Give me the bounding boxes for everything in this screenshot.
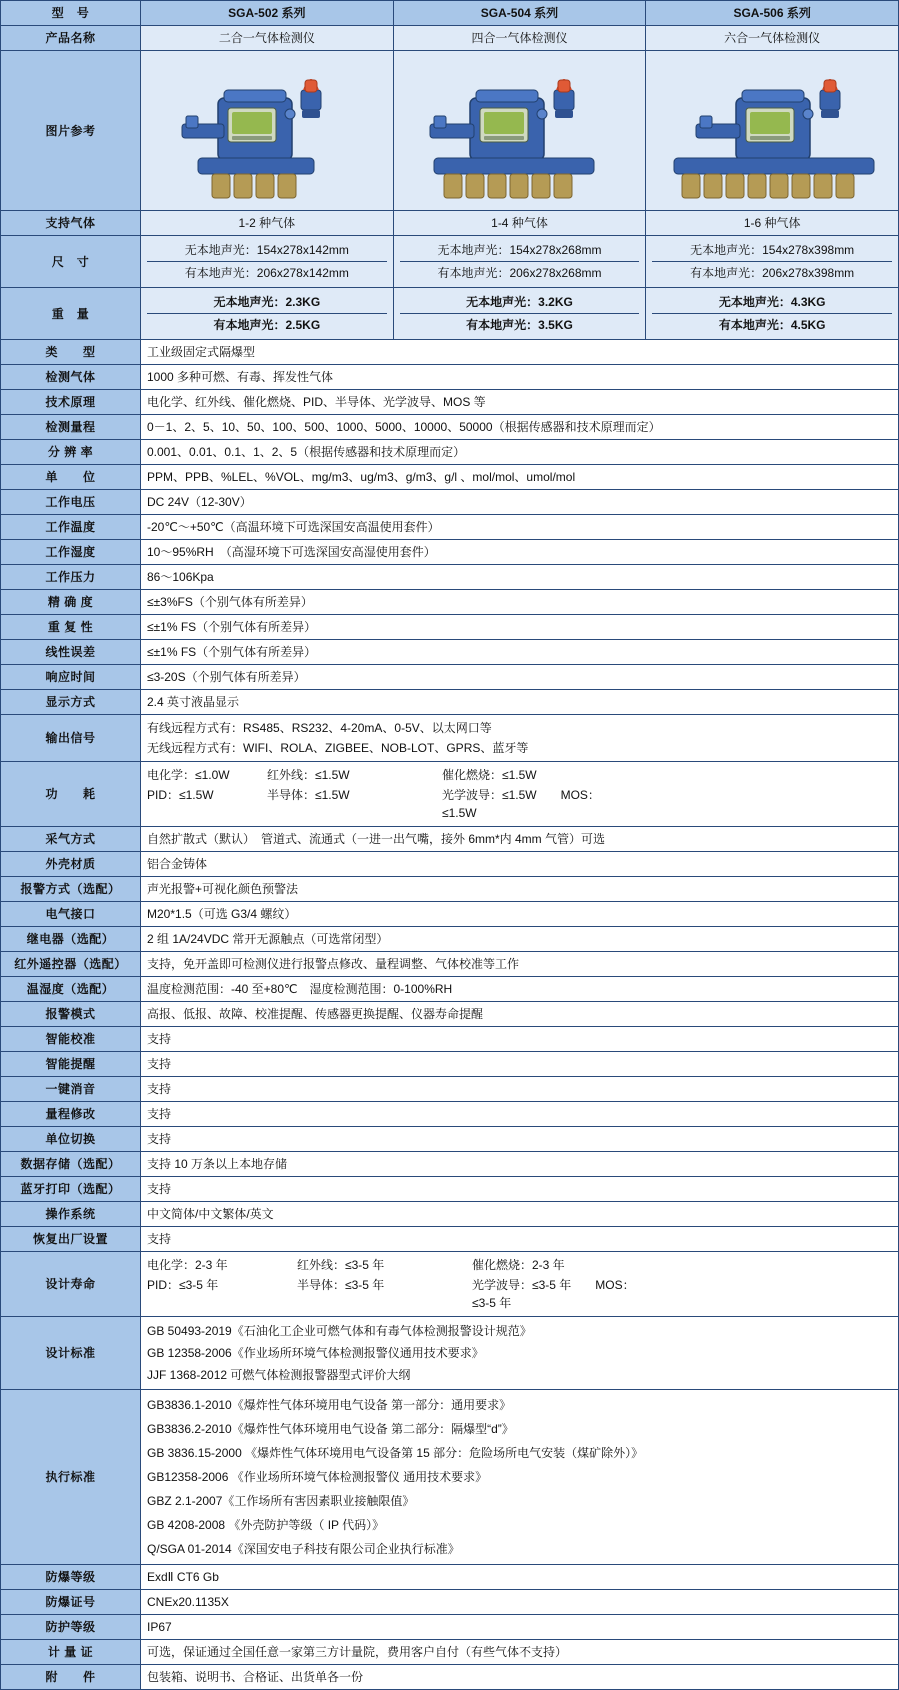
table-row-metrology-cert bbox=[1, 1640, 899, 1665]
table-row-data-storage bbox=[1, 1152, 899, 1177]
size-1 bbox=[141, 236, 394, 288]
table-row-support-gas bbox=[1, 211, 899, 236]
row-label-work-humidity: 工作湿度 bbox=[1, 540, 141, 565]
power-pid: PID：≤1.5W bbox=[147, 788, 214, 802]
table-row-resolution bbox=[1, 440, 899, 465]
table-row-repeatability bbox=[1, 615, 899, 640]
row-label-product-name: 产品名称 bbox=[1, 26, 141, 51]
row-label-type: 类 型 bbox=[1, 340, 141, 365]
row-value-output-signal bbox=[141, 715, 899, 762]
row-value-work-temp: -20℃～+50℃（高温环境下可选深国安高温使用套件） bbox=[141, 515, 899, 540]
row-label-exec-standard: 执行标准 bbox=[1, 1390, 141, 1565]
exec-standard-item: GB12358-2006 《作业场所环境气体检测报警仪 通用技术要求》 bbox=[147, 1470, 488, 1484]
table-row-linearity bbox=[1, 640, 899, 665]
row-value-response-time: ≤3-20S（个别气体有所差异） bbox=[141, 665, 899, 690]
row-value-range: 0－1、2、5、10、50、100、500、1000、5000、10000、50000（根据传感器和技术原理而定） bbox=[141, 415, 899, 440]
row-value-work-pressure: 86～106Kpa bbox=[141, 565, 899, 590]
weight-3-line-2: 有本地声光：4.5KG bbox=[652, 313, 892, 336]
row-value-factory-reset: 支持 bbox=[141, 1227, 899, 1252]
table-row-unit-switch bbox=[1, 1127, 899, 1152]
row-label-accuracy: 精 确 度 bbox=[1, 590, 141, 615]
row-label-response-time: 响应时间 bbox=[1, 665, 141, 690]
row-value-ir-remote: 支持，免开盖即可检测仪进行报警点修改、量程调整、气体校准等工作 bbox=[141, 952, 899, 977]
row-label-tech-principle: 技术原理 bbox=[1, 390, 141, 415]
row-value-detect-gas: 1000 多种可燃、有毒、挥发性气体 bbox=[141, 365, 899, 390]
output-signal-wireless: 无线远程方式有：WIFI、ROLA、ZIGBEE、NOB-LOT、GPRS、蓝牙等 bbox=[147, 741, 529, 755]
table-row-housing bbox=[1, 852, 899, 877]
row-value-work-humidity: 10～95%RH （高湿环境下可选深国安高湿使用套件） bbox=[141, 540, 899, 565]
row-label-detect-gas: 检测气体 bbox=[1, 365, 141, 390]
table-row-work-humidity bbox=[1, 540, 899, 565]
table-row-electrical-interface bbox=[1, 902, 899, 927]
row-label-support-gas: 支持气体 bbox=[1, 211, 141, 236]
row-value-data-storage: 支持 10 万条以上本地存储 bbox=[141, 1152, 899, 1177]
row-label-range: 检测量程 bbox=[1, 415, 141, 440]
size-1-line-1: 无本地声光：154x278x142mm bbox=[184, 243, 349, 257]
power-optical-mos: 光学波导：≤1.5W MOS：≤1.5W bbox=[442, 788, 600, 820]
row-value-power bbox=[141, 762, 899, 827]
row-value-ex-cert: CNEx20.1135X bbox=[141, 1590, 899, 1615]
row-label-ir-remote: 红外遥控器（选配） bbox=[1, 952, 141, 977]
row-label-ex-grade: 防爆等级 bbox=[1, 1565, 141, 1590]
row-label-alarm-mode: 报警模式 bbox=[1, 1002, 141, 1027]
row-label-ex-cert: 防爆证号 bbox=[1, 1590, 141, 1615]
table-row-range-modify bbox=[1, 1102, 899, 1127]
row-value-housing: 铝合金铸体 bbox=[141, 852, 899, 877]
model-col-1: SGA-502 系列 bbox=[141, 1, 394, 26]
support-gas-1: 1-2 种气体 bbox=[141, 211, 394, 236]
row-label-sampling: 采气方式 bbox=[1, 827, 141, 852]
row-value-smart-calibration: 支持 bbox=[141, 1027, 899, 1052]
table-row-ip-grade bbox=[1, 1615, 899, 1640]
row-label-unit: 单 位 bbox=[1, 465, 141, 490]
row-label-relay: 继电器（选配） bbox=[1, 927, 141, 952]
table-row-response-time bbox=[1, 665, 899, 690]
weight-1 bbox=[141, 288, 394, 340]
row-label-output-signal: 输出信号 bbox=[1, 715, 141, 762]
table-row-type bbox=[1, 340, 899, 365]
weight-2 bbox=[393, 288, 646, 340]
design-standard-item: JJF 1368-2012 可燃气体检测报警器型式评价大纲 bbox=[147, 1368, 411, 1382]
support-gas-3: 1-6 种气体 bbox=[646, 211, 899, 236]
design-life-line-1 bbox=[147, 1255, 892, 1275]
row-label-display: 显示方式 bbox=[1, 690, 141, 715]
row-label-weight: 重 量 bbox=[1, 288, 141, 340]
row-value-metrology-cert: 可选，保证通过全国任意一家第三方计量院，费用客户自付（有些气体不支持） bbox=[141, 1640, 899, 1665]
row-label-bluetooth-print: 蓝牙打印（选配） bbox=[1, 1177, 141, 1202]
row-value-os: 中文简体/中文繁体/英文 bbox=[141, 1202, 899, 1227]
row-label-accessories: 附 件 bbox=[1, 1665, 141, 1690]
table-row-design-life bbox=[1, 1252, 899, 1317]
row-label-unit-switch: 单位切换 bbox=[1, 1127, 141, 1152]
weight-2-line-1: 无本地声光：3.2KG bbox=[466, 295, 573, 309]
table-row-relay bbox=[1, 927, 899, 952]
table-row-accuracy bbox=[1, 590, 899, 615]
row-value-alarm-mode: 高报、低报、故障、校准提醒、传感器更换提醒、仪器寿命提醒 bbox=[141, 1002, 899, 1027]
weight-2-line-2: 有本地声光：3.5KG bbox=[400, 313, 640, 336]
power-line-1 bbox=[147, 765, 892, 785]
row-value-alarm-type: 声光报警+可视化颜色预警法 bbox=[141, 877, 899, 902]
size-2 bbox=[393, 236, 646, 288]
row-label-design-standard: 设计标准 bbox=[1, 1317, 141, 1390]
power-electrochemical: 电化学：≤1.0W bbox=[147, 768, 230, 782]
device-image-2 bbox=[393, 51, 646, 211]
size-2-line-2: 有本地声光：206x278x268mm bbox=[400, 261, 640, 284]
row-label-design-life: 设计寿命 bbox=[1, 1252, 141, 1317]
size-2-line-1: 无本地声光：154x278x268mm bbox=[437, 243, 602, 257]
row-value-tech-principle: 电化学、红外线、催化燃烧、PID、半导体、光学波导、MOS 等 bbox=[141, 390, 899, 415]
table-row-power bbox=[1, 762, 899, 827]
row-value-linearity: ≤±1% FS（个别气体有所差异） bbox=[141, 640, 899, 665]
row-label-repeatability: 重 复 性 bbox=[1, 615, 141, 640]
weight-3-line-1: 无本地声光：4.3KG bbox=[718, 295, 826, 309]
power-line-2 bbox=[147, 785, 892, 823]
life-pid: PID：≤3-5 年 bbox=[147, 1278, 219, 1292]
row-label-factory-reset: 恢复出厂设置 bbox=[1, 1227, 141, 1252]
row-label-metrology-cert: 计 量 证 bbox=[1, 1640, 141, 1665]
support-gas-2: 1-4 种气体 bbox=[393, 211, 646, 236]
table-row-alarm-mode bbox=[1, 1002, 899, 1027]
row-value-electrical-interface: M20*1.5（可选 G3/4 螺纹） bbox=[141, 902, 899, 927]
life-electrochemical: 电化学：2-3 年 bbox=[147, 1258, 228, 1272]
table-row-bluetooth-print bbox=[1, 1177, 899, 1202]
table-row-work-pressure bbox=[1, 565, 899, 590]
model-col-3: SGA-506 系列 bbox=[646, 1, 899, 26]
table-row-smart-reminder bbox=[1, 1052, 899, 1077]
weight-3 bbox=[646, 288, 899, 340]
row-label-size: 尺 寸 bbox=[1, 236, 141, 288]
row-value-unit: PPM、PPB、%LEL、%VOL、mg/m3、ug/m3、g/m3、g/l 、mol/mol、umol/mol bbox=[141, 465, 899, 490]
model-col-2: SGA-504 系列 bbox=[393, 1, 646, 26]
gas-detector-4in1-icon bbox=[404, 54, 634, 202]
table-row-tech-principle bbox=[1, 390, 899, 415]
row-label-temp-humidity: 温湿度（选配） bbox=[1, 977, 141, 1002]
row-label-data-storage: 数据存储（选配） bbox=[1, 1152, 141, 1177]
table-row-design-standard bbox=[1, 1317, 899, 1390]
table-row-temp-humidity bbox=[1, 977, 899, 1002]
exec-standard-item: Q/SGA 01-2014《深国安电子科技有限公司企业执行标准》 bbox=[147, 1542, 460, 1556]
table-row-sampling bbox=[1, 827, 899, 852]
table-row-weight bbox=[1, 288, 899, 340]
table-row-product-name bbox=[1, 26, 899, 51]
table-row-alarm-type bbox=[1, 877, 899, 902]
row-value-design-life bbox=[141, 1252, 899, 1317]
life-semiconductor: 半导体：≤3-5 年 bbox=[297, 1278, 385, 1292]
exec-standard-item: GB3836.2-2010《爆炸性气体环境用电气设备 第二部分：隔爆型“d”》 bbox=[147, 1422, 514, 1436]
table-row-display bbox=[1, 690, 899, 715]
row-label-resolution: 分 辨 率 bbox=[1, 440, 141, 465]
gas-detector-6in1-icon bbox=[652, 54, 899, 202]
table-row-size bbox=[1, 236, 899, 288]
power-catalytic: 催化燃烧：≤1.5W bbox=[442, 768, 537, 782]
row-label-smart-calibration: 智能校准 bbox=[1, 1027, 141, 1052]
exec-standard-item: GBZ 2.1-2007《工作场所有害因素职业接触限值》 bbox=[147, 1494, 415, 1508]
row-label-linearity: 线性误差 bbox=[1, 640, 141, 665]
row-value-type: 工业级固定式隔爆型 bbox=[141, 340, 899, 365]
table-row-work-temp bbox=[1, 515, 899, 540]
row-label-one-key-mute: 一键消音 bbox=[1, 1077, 141, 1102]
table-row-detect-gas bbox=[1, 365, 899, 390]
weight-1-line-2: 有本地声光：2.5KG bbox=[147, 313, 387, 336]
table-row-output-signal bbox=[1, 715, 899, 762]
row-value-voltage: DC 24V（12-30V） bbox=[141, 490, 899, 515]
table-row-smart-calibration bbox=[1, 1027, 899, 1052]
row-value-temp-humidity: 温度检测范围：-40 至+80℃ 湿度检测范围：0-100%RH bbox=[141, 977, 899, 1002]
row-value-resolution: 0.001、0.01、0.1、1、2、5（根据传感器和技术原理而定） bbox=[141, 440, 899, 465]
output-signal-wired: 有线远程方式有：RS485、RS232、4-20mA、0-5V、以太网口等 bbox=[147, 721, 492, 735]
row-label-smart-reminder: 智能提醒 bbox=[1, 1052, 141, 1077]
row-value-smart-reminder: 支持 bbox=[141, 1052, 899, 1077]
row-value-exec-standard bbox=[141, 1390, 899, 1565]
row-label-power: 功 耗 bbox=[1, 762, 141, 827]
design-standard-item: GB 12358-2006《作业场所环境气体检测报警仪通用技术要求》 bbox=[147, 1346, 484, 1360]
product-name-2: 四合一气体检测仪 bbox=[393, 26, 646, 51]
table-row-ir-remote bbox=[1, 952, 899, 977]
table-row-model bbox=[1, 1, 899, 26]
row-label-range-modify: 量程修改 bbox=[1, 1102, 141, 1127]
row-value-repeatability: ≤±1% FS（个别气体有所差异） bbox=[141, 615, 899, 640]
size-3-line-2: 有本地声光：206x278x398mm bbox=[652, 261, 892, 284]
exec-standard-item: GB 3836.15-2000 《爆炸性气体环境用电气设备第 15 部分：危险场所电气安装（煤矿除外）》 bbox=[147, 1446, 644, 1460]
table-row-unit bbox=[1, 465, 899, 490]
power-infrared: 红外线：≤1.5W bbox=[267, 768, 350, 782]
life-infrared: 红外线：≤3-5 年 bbox=[297, 1258, 385, 1272]
table-row-accessories bbox=[1, 1665, 899, 1690]
row-label-ip-grade: 防护等级 bbox=[1, 1615, 141, 1640]
life-catalytic: 催化燃烧：2-3 年 bbox=[472, 1258, 565, 1272]
row-value-unit-switch: 支持 bbox=[141, 1127, 899, 1152]
table-row-range bbox=[1, 415, 899, 440]
row-value-one-key-mute: 支持 bbox=[141, 1077, 899, 1102]
row-label-alarm-type: 报警方式（选配） bbox=[1, 877, 141, 902]
power-semiconductor: 半导体：≤1.5W bbox=[267, 788, 350, 802]
row-value-range-modify: 支持 bbox=[141, 1102, 899, 1127]
table-row-image-reference bbox=[1, 51, 899, 211]
row-label-image-reference: 图片参考 bbox=[1, 51, 141, 211]
row-label-os: 操作系统 bbox=[1, 1202, 141, 1227]
size-3-line-1: 无本地声光：154x278x398mm bbox=[690, 243, 855, 257]
gas-detector-2in1-icon bbox=[172, 54, 362, 202]
row-label-work-pressure: 工作压力 bbox=[1, 565, 141, 590]
table-row-one-key-mute bbox=[1, 1077, 899, 1102]
design-life-line-2 bbox=[147, 1275, 892, 1313]
device-image-3 bbox=[646, 51, 899, 211]
table-row-ex-cert bbox=[1, 1590, 899, 1615]
row-value-ip-grade: IP67 bbox=[141, 1615, 899, 1640]
table-row-exec-standard bbox=[1, 1390, 899, 1565]
row-value-bluetooth-print: 支持 bbox=[141, 1177, 899, 1202]
row-value-design-standard bbox=[141, 1317, 899, 1390]
row-label-model: 型 号 bbox=[1, 1, 141, 26]
table-row-os bbox=[1, 1202, 899, 1227]
device-image-1 bbox=[141, 51, 394, 211]
table-row-ex-grade bbox=[1, 1565, 899, 1590]
row-label-electrical-interface: 电气接口 bbox=[1, 902, 141, 927]
exec-standard-item: GB 4208-2008 《外壳防护等级（ IP 代码）》 bbox=[147, 1518, 385, 1532]
table-row-factory-reset bbox=[1, 1227, 899, 1252]
row-label-voltage: 工作电压 bbox=[1, 490, 141, 515]
product-name-3: 六合一气体检测仪 bbox=[646, 26, 899, 51]
row-value-ex-grade: ExdⅡ CT6 Gb bbox=[141, 1565, 899, 1590]
weight-1-line-1: 无本地声光：2.3KG bbox=[213, 295, 321, 309]
table-row-voltage bbox=[1, 490, 899, 515]
row-value-sampling: 自然扩散式（默认） 管道式、流通式（一进一出气嘴，接外 6mm*内 4mm 气管）可选 bbox=[141, 827, 899, 852]
row-label-housing: 外壳材质 bbox=[1, 852, 141, 877]
row-value-display: 2.4 英寸液晶显示 bbox=[141, 690, 899, 715]
row-value-accessories: 包装箱、说明书、合格证、出货单各一份 bbox=[141, 1665, 899, 1690]
life-optical-mos: 光学波导：≤3-5 年 MOS：≤3-5 年 bbox=[472, 1278, 635, 1310]
size-1-line-2: 有本地声光：206x278x142mm bbox=[147, 261, 387, 284]
exec-standard-item: GB3836.1-2010《爆炸性气体环境用电气设备 第一部分：通用要求》 bbox=[147, 1398, 512, 1412]
size-3 bbox=[646, 236, 899, 288]
design-standard-item: GB 50493-2019《石油化工企业可燃气体和有毒气体检测报警设计规范》 bbox=[147, 1324, 532, 1338]
row-label-work-temp: 工作温度 bbox=[1, 515, 141, 540]
product-name-1: 二合一气体检测仪 bbox=[141, 26, 394, 51]
row-value-accuracy: ≤±3%FS（个别气体有所差异） bbox=[141, 590, 899, 615]
row-value-relay: 2 组 1A/24VDC 常开无源触点（可选常闭型） bbox=[141, 927, 899, 952]
